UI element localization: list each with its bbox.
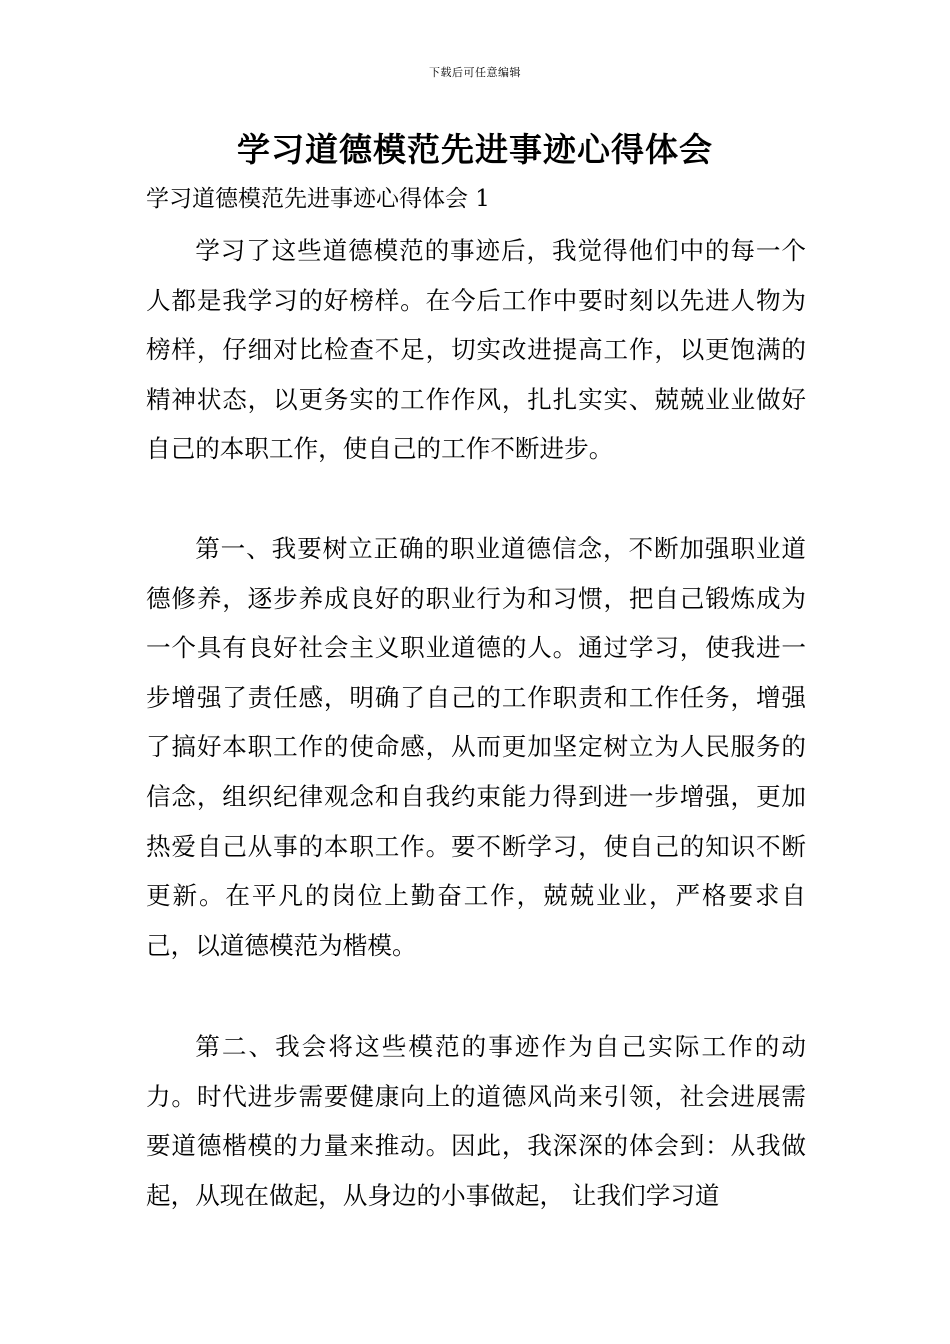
paragraph-first-point: 第一、我要树立正确的职业道德信念，不断加强职业道德修养，逐步养成良好的职业行为和习惯，把自己锻炼成为一个具有良好社会主义职业道德的人。通过学习，使我进一步增强了责任感，明确了自己的工作职责和工作任务，增强了搞好本职工作的使命感，从而更加坚定树立为人民服务的信念，组织纪律观念和自我约束能力得到进一步增强，更加热爱自己从事的本职工作。要不断学习，使自己的知识不断更新。在平凡的岗位上勤奋工作，兢兢业业，严格要求自己，以道德模范为楷模。 bbox=[146, 534, 806, 960]
document-subtitle: 学习道德模范先进事迹心得体会 1 bbox=[146, 186, 490, 212]
paragraph-second-point: 第二、我会将这些模范的事迹作为自己实际工作的动力。时代进步需要健康向上的道德风尚来引领，社会进展需要道德楷模的力量来推动。因此，我深深的体会到：从我做起，从现在做起，从身边的小事做起， 让我们学习道 bbox=[146, 1032, 806, 1210]
paragraph-intro: 学习了这些道德模范的事迹后，我觉得他们中的每一个人都是我学习的好榜样。在今后工作中要时刻以先进人物为榜样，仔细对比检查不足，切实改进提高工作，以更饱满的精神状态，以更务实的工作作风，扎扎实实、兢兢业业做好自己的本职工作，使自己的工作不断进步。 bbox=[146, 236, 806, 464]
header-note: 下载后可任意编辑 bbox=[429, 66, 521, 79]
document-title: 学习道德模范先进事迹心得体会 bbox=[237, 130, 713, 169]
